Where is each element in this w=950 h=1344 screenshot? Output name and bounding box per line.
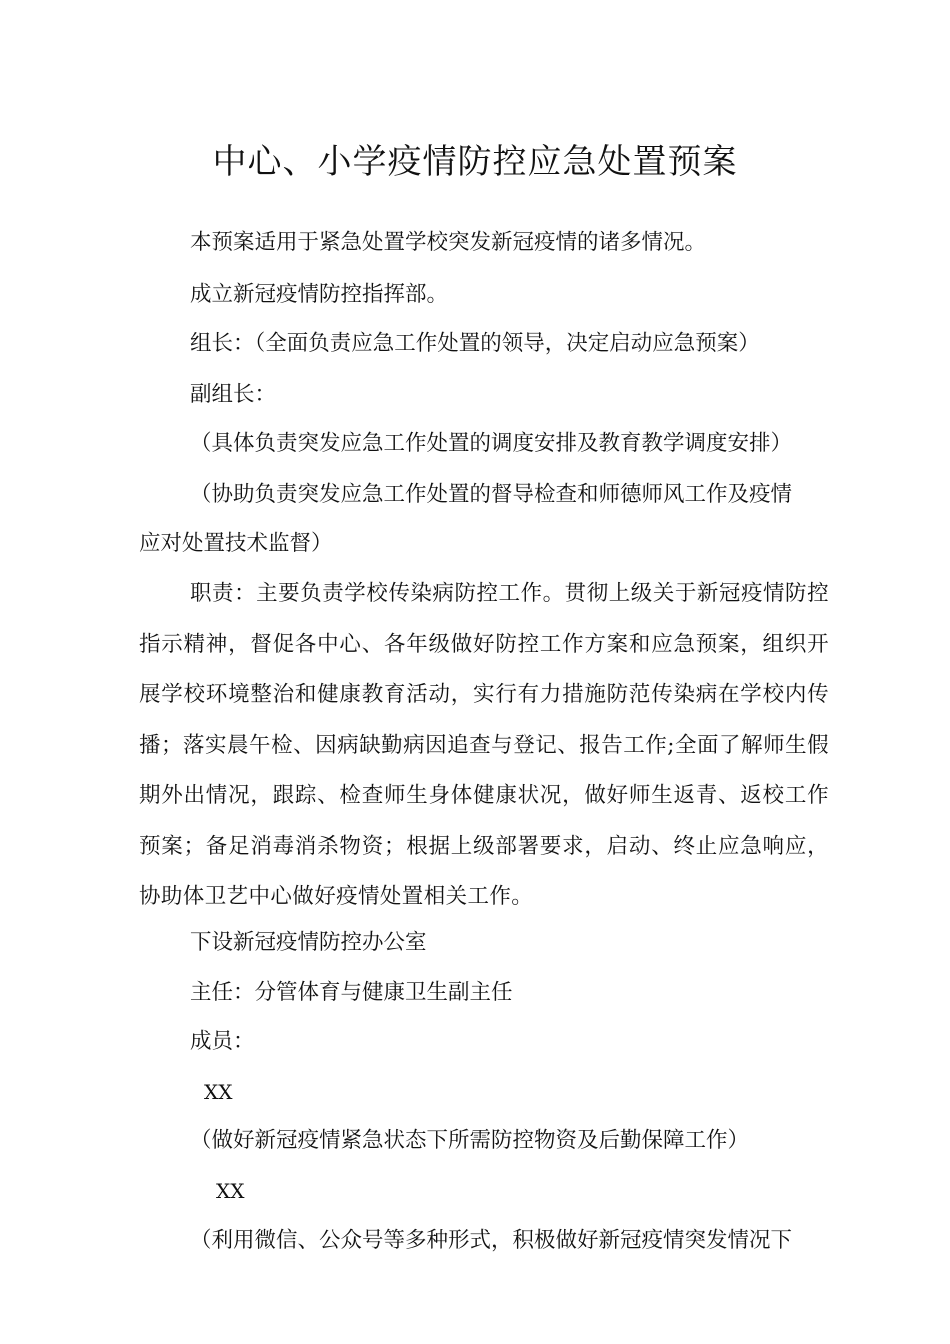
deputy-duty-2-line2: 应对处置技术监督）: [139, 531, 333, 556]
leader-paragraph: 组长：（全面负责应急工作处置的领导，决定启动应急预案）: [190, 331, 760, 356]
deputy-leader-label: 副组长：: [190, 382, 277, 407]
member-duty-2: （利用微信、公众号等多种形式，积极做好新冠疫情突发情况下: [190, 1228, 793, 1253]
members-label: 成员：: [190, 1029, 255, 1054]
scope-paragraph: 本预案适用于紧急处置学校突发新冠疫情的诸多情况。: [190, 230, 707, 255]
director-paragraph: 主任：分管体育与健康卫生副主任: [190, 980, 513, 1005]
deputy-duty-2-line1: （协助负责突发应急工作处置的督导检查和师德师风工作及疫情: [190, 482, 793, 507]
document-title: 中心、小学疫情防控应急处置预案: [212, 142, 738, 182]
member-duty-1: （做好新冠疫情紧急状态下所需防控物资及后勤保障工作）: [190, 1128, 750, 1153]
member-name-1: XX: [204, 1080, 233, 1104]
command-center-paragraph: 成立新冠疫情防控指挥部。: [190, 282, 449, 307]
office-paragraph: 下设新冠疫情防控办公室: [190, 930, 427, 955]
deputy-duty-1: （具体负责突发应急工作处置的调度安排及教育教学调度安排）: [190, 431, 793, 456]
member-name-2: XX: [216, 1179, 245, 1203]
responsibilities-paragraph: 职责：主要负责学校传染病防控工作。贯彻上级关于新冠疫情防控指示精神，督促各中心、各年级做好防控工作方案和应急预案，组织开展学校环境整治和健康教育活动，实行有力措施防范传染病在学校内传播；落实晨午检、因病缺勤病因追查与登记、报告工作;全面了解师生假期外出情况，跟踪、检查师生身体健康状况，做好师生返青、返校工作预案；备足消毒消杀物资；根据上级部署要求，启动、终止应急响应，协助体卫艺中心做好疫情处置相关工作。: [139, 581, 829, 909]
